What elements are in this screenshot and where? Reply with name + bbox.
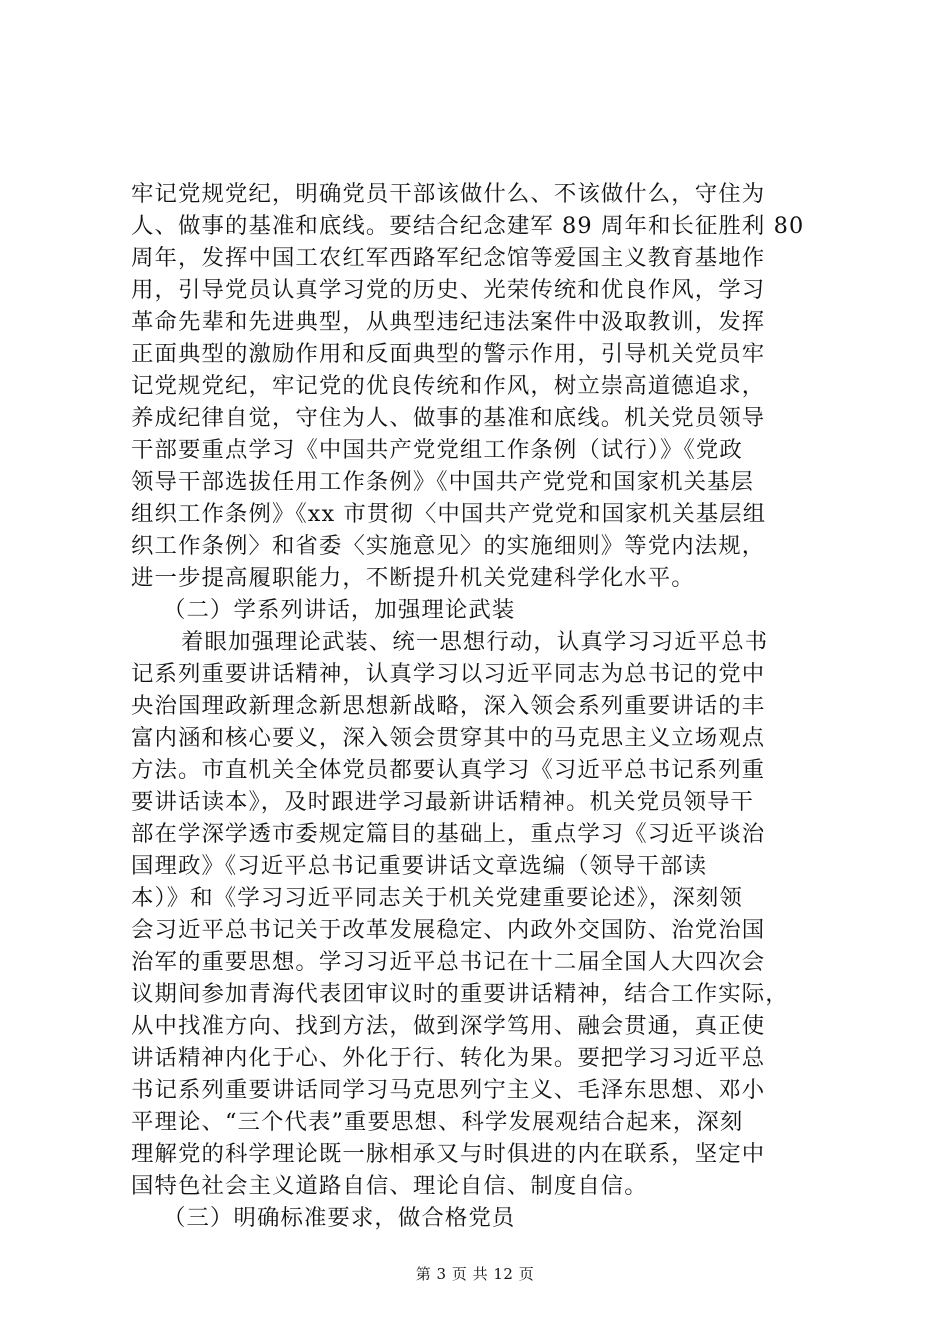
- text-line: 部在学深学透市委规定篇目的基础上，重点学习《习近平谈治: [131, 821, 766, 847]
- text-line: 革命先辈和先进典型，从典型违纪违法案件中汲取教训，发挥: [131, 309, 766, 335]
- text-line: 周年，发挥中国工农红军西路军纪念馆等爱国主义教育基地作: [131, 245, 766, 271]
- text-line: 着眼加强理论武装、统一思想行动，认真学习习近平总书: [181, 629, 769, 655]
- page-footer: 第 3 页 共 12 页: [415, 1265, 535, 1283]
- text-line: 理解党的科学理论既一脉相承又与时俱进的内在联系，坚定中: [131, 1141, 766, 1167]
- text-line: 正面典型的激励作用和反面典型的警示作用，引导机关党员牢: [131, 341, 766, 367]
- text-line: 国理政》《习近平总书记重要讲话文章选编（领导干部读: [131, 853, 708, 879]
- text-line: 记党规党纪，牢记党的优良传统和作风，树立崇高道德追求，: [131, 373, 766, 399]
- text-line: 记系列重要讲话精神，认真学习以习近平同志为总书记的党中: [131, 661, 766, 687]
- text-line: 书记系列重要讲话同学习马克思列宁主义、毛泽东思想、邓小: [131, 1077, 766, 1103]
- text-line: 央治国理政新理念新思想新战略，深入领会系列重要讲话的丰: [131, 693, 766, 719]
- text-line: 养成纪律自觉，守住为人、做事的基准和底线。机关党员领导: [131, 405, 766, 431]
- text-line: 人、做事的基准和底线。要结合纪念建军 89 周年和长征胜利 80: [131, 213, 805, 239]
- text-line: 讲话精神内化于心、外化于行、转化为果。要把学习习近平总: [131, 1045, 766, 1071]
- text-line: 从中找准方向、找到方法，做到深学笃用、融会贯通，真正使: [131, 1013, 766, 1039]
- section-heading: （三）明确标准要求，做合格党员: [163, 1205, 516, 1231]
- text-line: 牢记党规党纪，明确党员干部该做什么、不该做什么，守住为: [131, 181, 766, 207]
- text-line: 治军的重要思想。学习习近平总书记在十二届全国人大四次会: [131, 949, 766, 975]
- text-line: 干部要重点学习《中国共产党党组工作条例（试行）》《党政: [131, 437, 743, 463]
- section-heading: （二）学系列讲话，加强理论武装: [163, 597, 516, 623]
- text-line: 组织工作条例》《xx 市贯彻〈中国共产党党和国家机关基层组: [131, 501, 767, 527]
- text-line: 织工作条例〉和省委〈实施意见〉的实施细则》等党内法规，: [131, 533, 766, 559]
- text-line: 平理论、“三个代表”重要思想、科学发展观结合起来，深刻: [131, 1109, 744, 1135]
- document-body: [131, 178, 831, 1234]
- text-line: 要讲话读本》，及时跟进学习最新讲话精神。机关党员领导干: [131, 789, 755, 815]
- text-line: 会习近平总书记关于改革发展稳定、内政外交国防、治党治国: [131, 917, 766, 943]
- text-line: 富内涵和核心要义，深入领会贯穿其中的马克思主义立场观点: [131, 725, 766, 751]
- text-line: 用，引导党员认真学习党的历史、光荣传统和优良作风，学习: [131, 277, 766, 303]
- text-line: 本）》和《学习习近平同志关于机关党建重要论述》，深刻领: [131, 885, 743, 911]
- text-line: 领导干部选拔任用工作条例》《中国共产党党和国家机关基层: [131, 469, 755, 495]
- text-line: 进一步提高履职能力，不断提升机关党建科学化水平。: [131, 565, 695, 591]
- text-line: 议期间参加青海代表团审议时的重要讲话精神，结合工作实际，: [131, 981, 789, 1007]
- text-line: 方法。市直机关全体党员都要认真学习《习近平总书记系列重: [131, 757, 766, 783]
- text-line: 国特色社会主义道路自信、理论自信、制度自信。: [131, 1173, 648, 1199]
